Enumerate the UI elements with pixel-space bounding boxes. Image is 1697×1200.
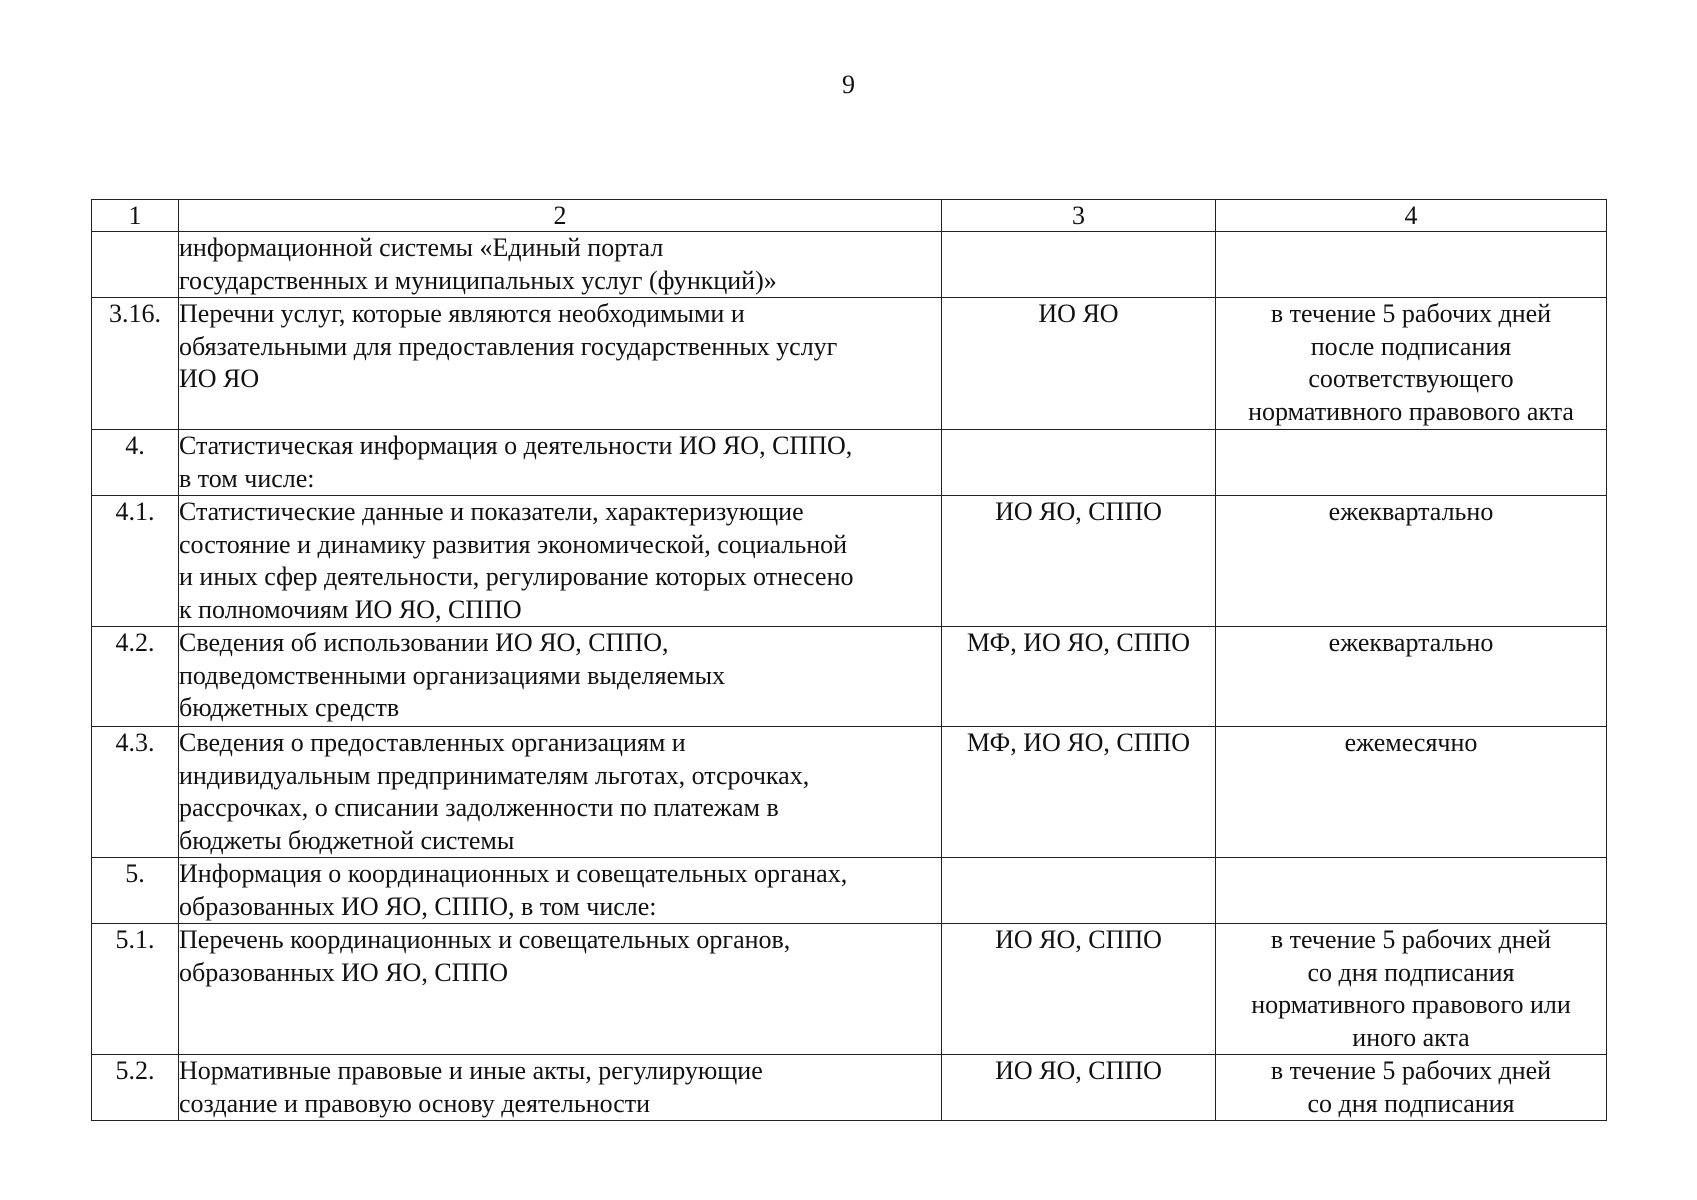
document-table xyxy=(91,199,1607,1121)
deadline-line: нормативного правового или xyxy=(1251,990,1571,1019)
deadline-line: в течение 5 рабочих дней xyxy=(1270,299,1552,328)
row-deadline xyxy=(1216,298,1607,430)
deadline-line: после подписания xyxy=(1310,331,1512,361)
row-responsible: ИО ЯО, СППО xyxy=(942,924,1216,1055)
row-description xyxy=(179,858,942,924)
description-line: к полномочиям ИО ЯО, СППО xyxy=(179,594,522,624)
description-line: Нормативные правовые и иные акты, регулирующие xyxy=(179,1056,763,1085)
header-col-4: 4 xyxy=(1216,200,1607,232)
row-number: 3.16. xyxy=(92,298,179,430)
description-line: ИО ЯО xyxy=(179,364,260,393)
table-row xyxy=(92,627,1607,727)
deadline-line: ежеквартально xyxy=(1328,497,1494,526)
deadline-line: со дня подписания xyxy=(1307,957,1515,987)
description-line: образованных ИО ЯО, СППО, в том числе: xyxy=(179,891,657,921)
table-row xyxy=(92,232,1607,298)
row-deadline xyxy=(1216,858,1607,924)
table-row xyxy=(92,496,1607,627)
table-row xyxy=(92,858,1607,924)
row-responsible: ИО ЯО, СППО xyxy=(942,496,1216,627)
row-description xyxy=(179,496,942,627)
description-line: бюджетных средств xyxy=(179,693,400,722)
table-header-row xyxy=(92,200,1607,232)
row-description xyxy=(179,727,942,858)
description-line: государственных и муниципальных услуг (функций)» xyxy=(179,265,777,295)
row-number: 4.2. xyxy=(92,627,179,727)
row-description xyxy=(179,924,942,1055)
description-line: информационной системы «Единый портал xyxy=(179,233,664,262)
table-row xyxy=(92,298,1607,430)
description-line: бюджеты бюджетной системы xyxy=(179,825,515,855)
row-number: 5.1. xyxy=(92,924,179,1055)
row-responsible: МФ, ИО ЯО, СППО xyxy=(942,727,1216,858)
header-col-3: 3 xyxy=(942,200,1216,232)
table-row xyxy=(92,924,1607,1055)
row-number: 5. xyxy=(92,858,179,924)
description-line: Статистическая информация о деятельности ИО ЯО, СППО, xyxy=(179,431,853,460)
page-number: 9 xyxy=(842,70,855,99)
deadline-line: в течение 5 рабочих дней xyxy=(1270,1056,1552,1085)
deadline-line: со дня подписания xyxy=(1307,1088,1515,1118)
deadline-line: нормативного правового акта xyxy=(1248,396,1574,426)
row-description xyxy=(179,430,942,496)
row-description xyxy=(179,627,942,727)
description-line: Перечни услуг, которые являются необходимыми и xyxy=(179,299,745,328)
description-line: рассрочках, о списании задолженности по платежам в xyxy=(179,793,779,822)
row-deadline xyxy=(1216,496,1607,627)
deadline-line: ежеквартально xyxy=(1328,628,1494,657)
header-col-1: 1 xyxy=(92,200,179,232)
description-line: в том числе: xyxy=(179,463,315,493)
deadline-line: соответствующего xyxy=(1308,364,1514,393)
row-description xyxy=(179,298,942,430)
row-deadline xyxy=(1216,1055,1607,1121)
row-responsible: ИО ЯО, СППО xyxy=(942,1055,1216,1121)
header-col-2: 2 xyxy=(179,200,942,232)
row-number xyxy=(92,232,179,298)
row-responsible: ИО ЯО xyxy=(942,298,1216,430)
row-responsible xyxy=(942,232,1216,298)
row-deadline xyxy=(1216,232,1607,298)
row-deadline xyxy=(1216,727,1607,858)
row-number: 5.2. xyxy=(92,1055,179,1121)
row-deadline xyxy=(1216,430,1607,496)
row-deadline xyxy=(1216,924,1607,1055)
row-deadline xyxy=(1216,627,1607,727)
deadline-line: ежемесячно xyxy=(1344,728,1478,757)
row-number: 4.3. xyxy=(92,727,179,858)
description-line: индивидуальным предпринимателям льготах, отсрочках, xyxy=(179,760,810,790)
description-line: создание и правовую основу деятельности xyxy=(179,1088,651,1118)
row-responsible xyxy=(942,858,1216,924)
table-row xyxy=(92,430,1607,496)
row-responsible: МФ, ИО ЯО, СППО xyxy=(942,627,1216,727)
row-description xyxy=(179,232,942,298)
description-line: обязательными для предоставления государственных услуг xyxy=(179,331,838,361)
deadline-line: в течение 5 рабочих дней xyxy=(1270,925,1552,954)
description-line: Сведения об использовании ИО ЯО, СППО, xyxy=(179,628,669,657)
row-responsible xyxy=(942,430,1216,496)
row-number: 4.1. xyxy=(92,496,179,627)
description-line: образованных ИО ЯО, СППО xyxy=(179,957,508,987)
description-line: Информация о координационных и совещательных органах, xyxy=(179,859,848,888)
description-line: состояние и динамику развития экономической, социальной xyxy=(179,529,848,559)
description-line: подведомственными организациями выделяемых xyxy=(179,660,726,690)
row-number: 4. xyxy=(92,430,179,496)
table-row xyxy=(92,1055,1607,1121)
description-line: Сведения о предоставленных организациям и xyxy=(179,728,686,757)
row-description xyxy=(179,1055,942,1121)
description-line: и иных сфер деятельности, регулирование которых отнесено xyxy=(179,562,854,591)
description-line: Перечень координационных и совещательных органов, xyxy=(179,925,791,954)
deadline-line: иного акта xyxy=(1352,1022,1470,1052)
table-row xyxy=(92,727,1607,858)
description-line: Статистические данные и показатели, характеризующие xyxy=(179,497,804,526)
